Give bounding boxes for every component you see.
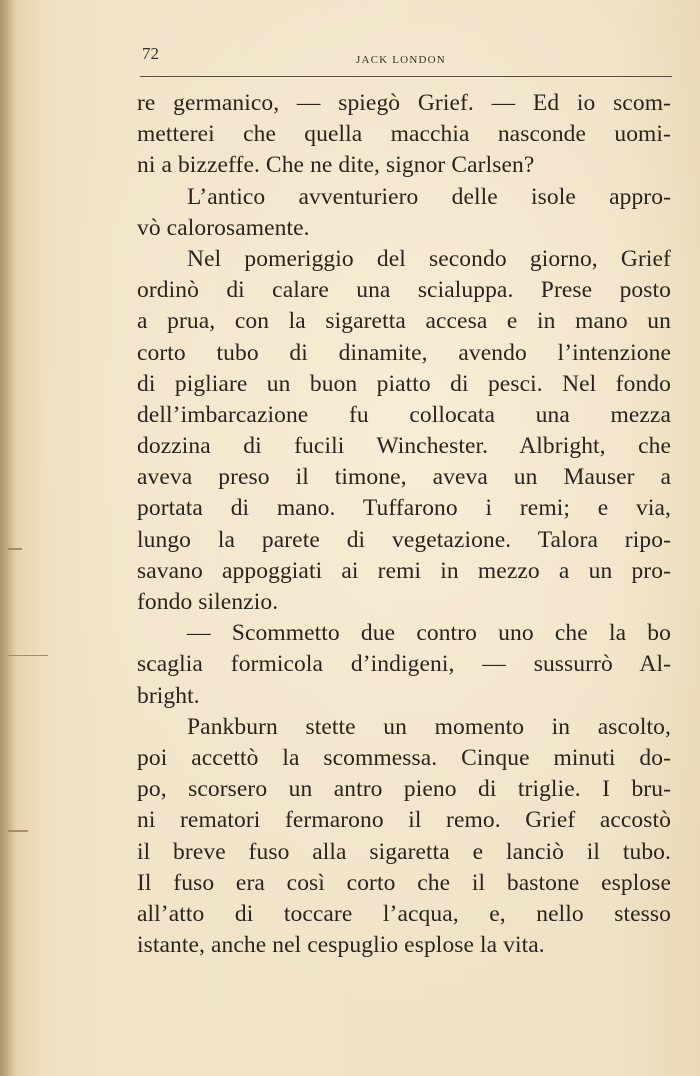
text-line: vò calorosamente.	[137, 214, 310, 241]
text-line: a prua, con la sigaretta accesa e in mano un	[137, 308, 671, 335]
text-line: Il fuso era così corto che il bastone esplose	[137, 869, 671, 896]
text-line: di pigliare un buon piatto di pesci. Nel fondo	[137, 370, 671, 397]
text-line: il breve fuso alla sigaretta e lanciò il tubo.	[137, 838, 671, 865]
text-line: metterei che quella macchia nasconde uomi-	[137, 121, 671, 148]
text-line: dell’imbarcazione fu collocata una mezza	[137, 401, 671, 428]
text-line: scaglia formicola d’indigeni, — sussurrò Al-	[137, 651, 671, 678]
text-line: poi accettò la scommessa. Cinque minuti do-	[137, 744, 671, 771]
paragraph	[137, 244, 671, 618]
text-line: bright.	[137, 682, 200, 709]
header-rule	[140, 76, 672, 77]
text-line: dozzina di fucili Winchester. Albright, che	[137, 433, 671, 460]
text-line: corto tubo di dinamite, avendo l’intenzione	[137, 339, 671, 366]
page-header	[140, 44, 672, 80]
paragraph	[137, 618, 671, 712]
spine-shadow	[0, 0, 16, 1076]
text-line: ni a bizzeffe. Che ne dite, signor Carlsen?	[137, 152, 535, 179]
text-line: po, scorsero un antro pieno di triglie. I bru-	[137, 776, 671, 803]
text-line: re germanico, — spiegò Grief. — Ed io scom-	[137, 90, 671, 116]
text-line: — Scommetto due contro uno che la bo	[187, 620, 671, 647]
text-line: L’antico avventuriero delle isole appro-	[187, 183, 671, 210]
text-line: istante, anche nel cespuglio esplose la vita.	[137, 932, 545, 959]
text-line: portata di mano. Tuffarono i remi; e via,	[137, 495, 671, 522]
text-line: all’atto di toccare l’acqua, e, nello stesso	[137, 900, 671, 927]
text-line: fondo silenzio.	[137, 589, 279, 615]
text-line: ordinò di calare una scialuppa. Prese posto	[137, 277, 671, 304]
page-number: 72	[142, 44, 159, 63]
text-line: savano appoggiati ai remi in mezzo a un pro-	[137, 557, 671, 584]
paragraph	[137, 712, 671, 962]
text-line: lungo la parete di vegetazione. Talora ripo-	[137, 526, 671, 553]
paragraph	[137, 88, 671, 182]
text-line: Nel pomeriggio del secondo giorno, Grief	[187, 245, 671, 272]
body-text	[137, 88, 671, 961]
paragraph	[137, 182, 671, 244]
text-line: aveva preso il timone, aveva un Mauser a	[137, 464, 671, 491]
running-head: JACK LONDON	[356, 54, 446, 66]
text-line: Pankburn stette un momento in ascolto,	[187, 713, 671, 740]
page-tear-mark	[8, 548, 22, 550]
text-line: ni rematori fermarono il remo. Grief accostò	[137, 807, 671, 834]
page-tear-mark	[8, 655, 48, 656]
page-tear-mark	[8, 830, 28, 832]
